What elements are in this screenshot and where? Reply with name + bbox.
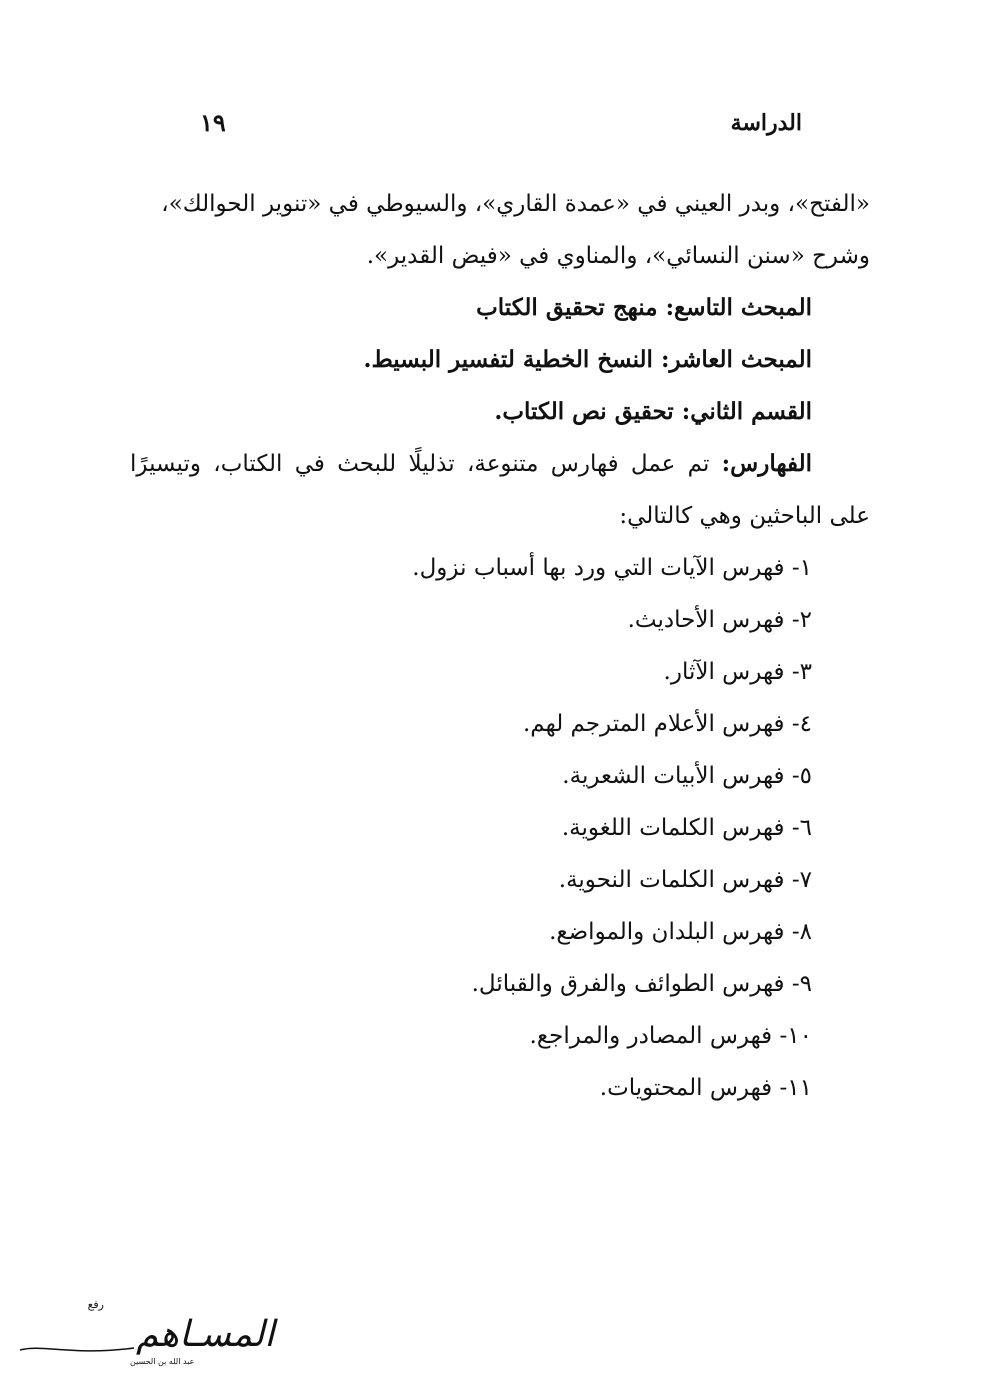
part-heading-second (130, 386, 870, 438)
intro-line-1: «الفتح»، وبدر العيني في «عمدة القاري»، والسيوطي في «تنوير الحوالك»، (161, 191, 870, 217)
list-item (130, 906, 812, 958)
list-item-text: فهرس المصادر والمراجع. (529, 1023, 773, 1049)
section-heading-tenth (130, 334, 870, 386)
list-item-number: ١٠- (779, 1023, 812, 1049)
list-item-number: ٢- (791, 607, 812, 633)
list-item-text: فهرس الطوائف والفرق والقبائل. (471, 971, 785, 997)
list-item-text: فهرس البلدان والمواضع. (549, 919, 785, 945)
part-second-title: تحقيق نص الكتاب. (494, 398, 674, 425)
list-item (130, 1062, 812, 1114)
list-item-number: ١- (791, 555, 812, 581)
list-item (130, 802, 812, 854)
list-item (130, 1010, 812, 1062)
indexes-intro-paragraph (130, 438, 870, 542)
list-item-text: فهرس المحتويات. (599, 1075, 773, 1101)
list-item-number: ٦- (791, 815, 812, 841)
list-item-text: فهرس الآثار. (663, 659, 785, 685)
indexes-label: الفهارس: (721, 450, 812, 477)
list-item (130, 646, 812, 698)
section-ninth-title: منهج تحقيق الكتاب (476, 294, 658, 321)
list-item-text: فهرس الكلمات النحوية. (558, 867, 785, 893)
publisher-logo-icon (12, 1294, 275, 1378)
intro-paragraph (130, 178, 870, 282)
list-item-number: ٥- (791, 763, 812, 789)
list-item (130, 958, 812, 1010)
list-item-text: فهرس الأعلام المترجم لهم. (522, 711, 785, 737)
page-body (130, 178, 870, 1114)
list-item (130, 750, 812, 802)
indexes-intro-text: تم عمل فهارس متنوعة، تذليلًا للبحث في الكتاب، وتيسيرًا على الباحثين وهي كالتالي: (130, 451, 870, 529)
section-tenth-label: المبحث العاشر: (660, 346, 812, 373)
section-ninth-label: المبحث التاسع: (665, 294, 812, 321)
list-item-number: ٧- (791, 867, 812, 893)
logo-caption-icon: عبد الله بن الحسين (130, 1357, 195, 1366)
list-item-text: فهرس الكلمات اللغوية. (561, 815, 785, 841)
list-item (130, 542, 812, 594)
section-tenth-title: النسخ الخطية لتفسير البسيط. (363, 346, 653, 373)
list-item-number: ١١- (779, 1075, 812, 1101)
list-item-number: ٨- (791, 919, 812, 945)
list-item-text: فهرس الأحاديث. (627, 607, 785, 633)
list-item-text: فهرس الآيات التي ورد بها أسباب نزول. (412, 555, 785, 581)
list-item (130, 698, 812, 750)
logo-top-text-icon: رفع (87, 1298, 104, 1311)
running-header-title: الدراسة (730, 110, 802, 136)
indexes-list (130, 542, 870, 1114)
list-item-number: ٣- (791, 659, 812, 685)
list-item (130, 854, 812, 906)
page-number: ١٩ (200, 108, 226, 137)
part-second-label: القسم الثاني: (681, 398, 812, 425)
list-item-text: فهرس الأبيات الشعرية. (562, 763, 785, 789)
logo-name-icon: المسـاهم (136, 1314, 275, 1355)
list-item (130, 594, 812, 646)
list-item-number: ٤- (791, 711, 812, 737)
intro-line-2: وشرح «سنن النسائي»، والمناوي في «فيض القدير». (366, 243, 870, 269)
list-item-number: ٩- (791, 971, 812, 997)
section-heading-ninth (130, 282, 870, 334)
logo-underline-icon (20, 1348, 134, 1351)
